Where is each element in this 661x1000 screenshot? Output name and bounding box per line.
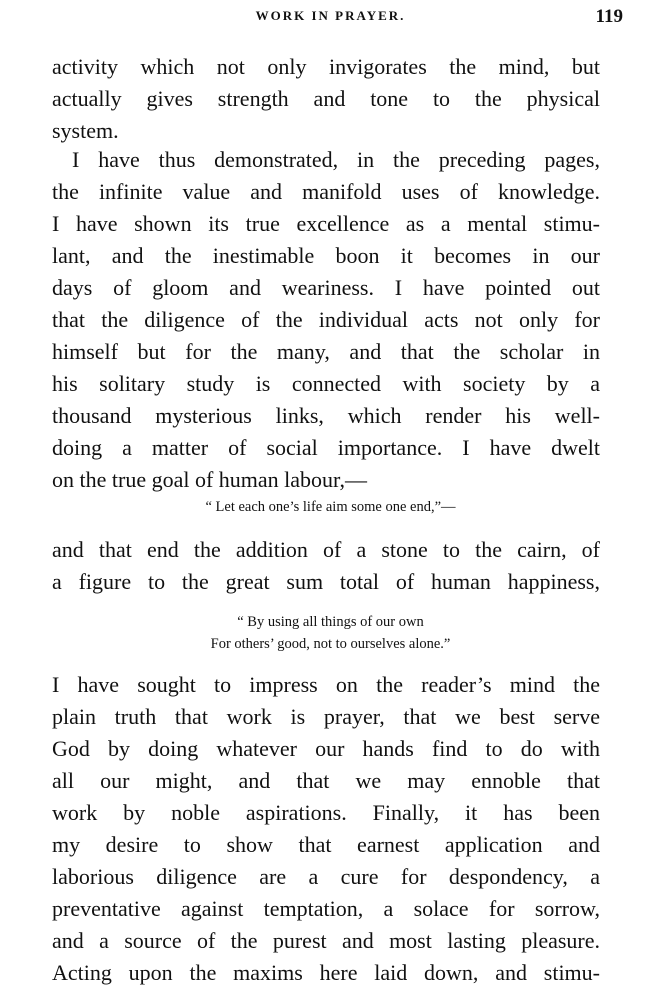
verse-line: For others’ good, not to ourselves alone.” [210,636,451,652]
text-line: Acting upon the maxims here laid down, and stimu- [52,960,600,985]
text-line: my desire to show that earnest application and [52,832,600,857]
running-head [0,6,661,30]
text-line: laborious diligence are a cure for despondency, a [52,864,600,889]
text-line: days of gloom and weariness. I have pointed out [52,275,600,300]
text-line: I have thus demonstrated, in the preceding pages, [72,147,600,172]
text-line: activity which not only invigorates the mind, but [52,54,600,79]
paragraph-continuation [52,51,600,147]
text-line: all our might, and that we may ennoble that [52,768,600,793]
text-line: plain truth that work is prayer, that we best serve [52,704,600,729]
running-title: WORK IN PRAYER. [255,8,406,23]
verse-quotation [0,611,661,655]
text-line: doing a matter of social importance. I have dwelt [52,435,600,460]
text-line: his solitary study is connected with society by a [52,371,600,396]
text-line: the infinite value and manifold uses of knowledge. [52,179,600,204]
text-line: work by noble aspirations. Finally, it has been [52,800,600,825]
page-number: 119 [595,6,623,27]
text-line: a figure to the great sum total of human happiness, [52,569,600,594]
text-line: himself but for the many, and that the scholar in [52,339,600,364]
paragraph-cairn [52,534,600,598]
paragraph-work-is-prayer [52,669,600,989]
verse-line: “ By using all things of our own [237,614,424,630]
text-line: actually gives strength and tone to the physical [52,86,600,111]
text-line: God by doing whatever our hands find to do with [52,736,600,761]
verse-quotation [0,496,661,518]
text-line: and a source of the purest and most lasting pleasure. [52,928,600,953]
text-line: on the true goal of human labour,— [52,467,367,492]
text-line: preventative against temptation, a solace for sorrow, [52,896,600,921]
text-line: lant, and the inestimable boon it becomes in our [52,243,600,268]
text-line: system. [52,118,119,143]
text-line: I have sought to impress on the reader’s mind the [52,672,600,697]
text-line: and that end the addition of a stone to the cairn, of [52,537,600,562]
verse-line: “ Let each one’s life aim some one end,”— [205,499,456,515]
paragraph-demonstration [52,144,600,496]
text-line: I have shown its true excellence as a mental stimu- [52,211,600,236]
text-line: that the diligence of the individual acts not only for [52,307,600,332]
text-line: thousand mysterious links, which render his well- [52,403,600,428]
